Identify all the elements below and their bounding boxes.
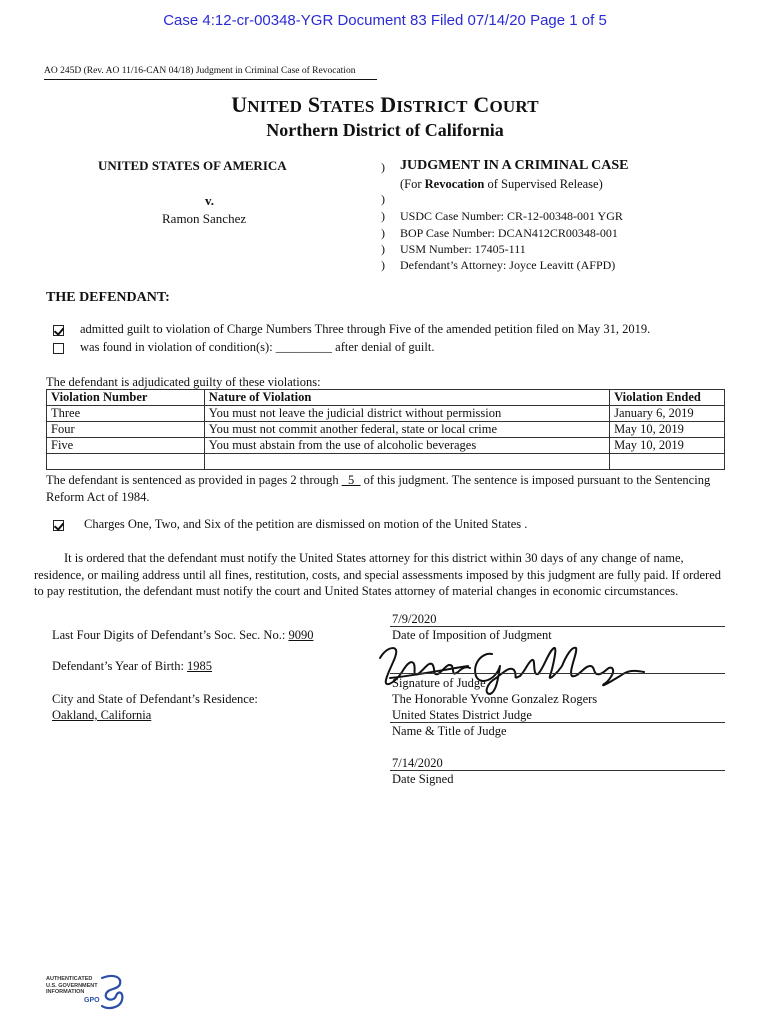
signed-date-rule bbox=[390, 770, 725, 771]
gpo-authentication-logo: AUTHENTICATED U.S. GOVERNMENT INFORMATION GPO bbox=[44, 970, 134, 1014]
column-header: Violation Ended bbox=[610, 390, 725, 406]
violation-ended: January 6, 2019 bbox=[610, 406, 725, 422]
form-identifier: AO 245D (Rev. AO 11/16-CAN 04/18) Judgment in Criminal Case of Revocation bbox=[44, 66, 356, 76]
ssn-value: 9090 bbox=[288, 628, 314, 642]
defendant-attorney: Defendant’s Attorney: Joyce Leavitt (AFPD) bbox=[400, 258, 616, 272]
signature-label: Signature of Judge bbox=[392, 676, 486, 690]
caption-paren: ) bbox=[381, 192, 385, 206]
court-district: Northern District of California bbox=[266, 120, 504, 140]
table-row bbox=[47, 406, 725, 422]
defendant-name: Ramon Sanchez bbox=[162, 211, 247, 226]
name-title-label: Name & Title of Judge bbox=[392, 724, 507, 738]
bop-case-number: BOP Case Number: DCAN412CR00348-001 bbox=[400, 226, 618, 240]
form-divider bbox=[44, 79, 377, 80]
signed-date-label: Date Signed bbox=[392, 772, 454, 786]
caption-paren: ) bbox=[381, 226, 385, 240]
birth-year-value: 1985 bbox=[187, 659, 213, 673]
plaintiff-name: UNITED STATES OF AMERICA bbox=[98, 158, 287, 173]
usm-number: USM Number: 17405-111 bbox=[400, 242, 526, 256]
admitted-guilt-checkbox[interactable] bbox=[53, 325, 64, 336]
violation-ended: May 10, 2019 bbox=[610, 438, 725, 454]
caption-paren: ) bbox=[381, 160, 385, 174]
court-title: UNITED STATES DISTRICT COURT bbox=[231, 92, 539, 117]
admitted-guilt-text: admitted guilt to violation of Charge Numbers Three through Five of the amended petition filed on May 31, 2019. bbox=[80, 322, 651, 336]
violation-nature bbox=[204, 454, 609, 470]
found-violation-text: was found in violation of condition(s): _________ after denial of guilt. bbox=[80, 340, 435, 354]
order-paragraph: It is ordered that the defendant must notify the United States attorney for this district within 30 days of any change of name, residence, or mailing address until all fines, restitution, costs, and special assessments imposed by this judgment are fully paid. If ordered to pay restitution, the defendant must notify the court and United States attorney of material changes in economic circumstances. bbox=[34, 551, 721, 598]
table-row bbox=[47, 438, 725, 454]
violation-ended: May 10, 2019 bbox=[610, 422, 725, 438]
imposition-date: 7/9/2020 bbox=[392, 612, 437, 626]
case-header-stamp: Case 4:12-cr-00348-YGR Document 83 Filed 07/14/20 Page 1 of 5 bbox=[163, 12, 607, 29]
judgment-title: JUDGMENT IN A CRIMINAL CASE bbox=[400, 158, 629, 173]
column-header: Violation Number bbox=[47, 390, 205, 406]
judge-title: United States District Judge bbox=[392, 708, 532, 722]
caption-paren: ) bbox=[381, 242, 385, 256]
judgment-subtitle: (For Revocation of Supervised Release) bbox=[400, 177, 603, 191]
usdc-case-number: USDC Case Number: CR-12-00348-001 YGR bbox=[400, 209, 623, 223]
defendant-heading: THE DEFENDANT: bbox=[46, 290, 170, 305]
violation-number bbox=[47, 454, 205, 470]
judge-name: The Honorable Yvonne Gonzalez Rogers bbox=[392, 692, 598, 706]
table-header-row bbox=[47, 390, 725, 406]
charges-dismissed-checkbox[interactable] bbox=[53, 520, 64, 531]
imposition-label: Date of Imposition of Judgment bbox=[392, 628, 552, 642]
sentence-paragraph: The defendant is sentenced as provided in pages 2 through _5_ of this judgment. The sentence is imposed pursuant to the Sentencing Reform Act of 1984. bbox=[46, 473, 711, 504]
violation-number: Three bbox=[47, 406, 205, 422]
signature-rule bbox=[390, 673, 725, 674]
caption-paren: ) bbox=[381, 258, 385, 272]
caption-paren: ) bbox=[381, 209, 385, 223]
residence-label: City and State of Defendant’s Residence: bbox=[52, 692, 258, 706]
found-violation-checkbox[interactable] bbox=[53, 343, 64, 354]
birth-year-line: Defendant’s Year of Birth: 1985 bbox=[52, 659, 213, 673]
column-header: Nature of Violation bbox=[204, 390, 609, 406]
charges-dismissed-text: Charges One, Two, and Six of the petition are dismissed on motion of the United States . bbox=[84, 517, 528, 531]
violations-intro: The defendant is adjudicated guilty of these violations: bbox=[46, 375, 321, 389]
ssn-line: Last Four Digits of Defendant’s Soc. Sec. No.: 9090 bbox=[52, 628, 314, 642]
signed-date: 7/14/2020 bbox=[392, 756, 443, 770]
violation-nature: You must not commit another federal, state or local crime bbox=[204, 422, 609, 438]
sentence-pages: _5_ bbox=[341, 473, 361, 487]
violation-number: Four bbox=[47, 422, 205, 438]
versus-label: v. bbox=[205, 193, 215, 208]
table-row bbox=[47, 422, 725, 438]
name-title-rule bbox=[390, 722, 725, 723]
violations-table bbox=[46, 389, 725, 470]
violation-nature: You must abstain from the use of alcoholic beverages bbox=[204, 438, 609, 454]
imposition-rule bbox=[390, 626, 725, 627]
violation-ended bbox=[610, 454, 725, 470]
violation-number: Five bbox=[47, 438, 205, 454]
eagle-icon bbox=[96, 972, 126, 1012]
residence-value: Oakland, California bbox=[52, 708, 152, 722]
violation-nature: You must not leave the judicial district without permission bbox=[204, 406, 609, 422]
table-row bbox=[47, 454, 725, 470]
